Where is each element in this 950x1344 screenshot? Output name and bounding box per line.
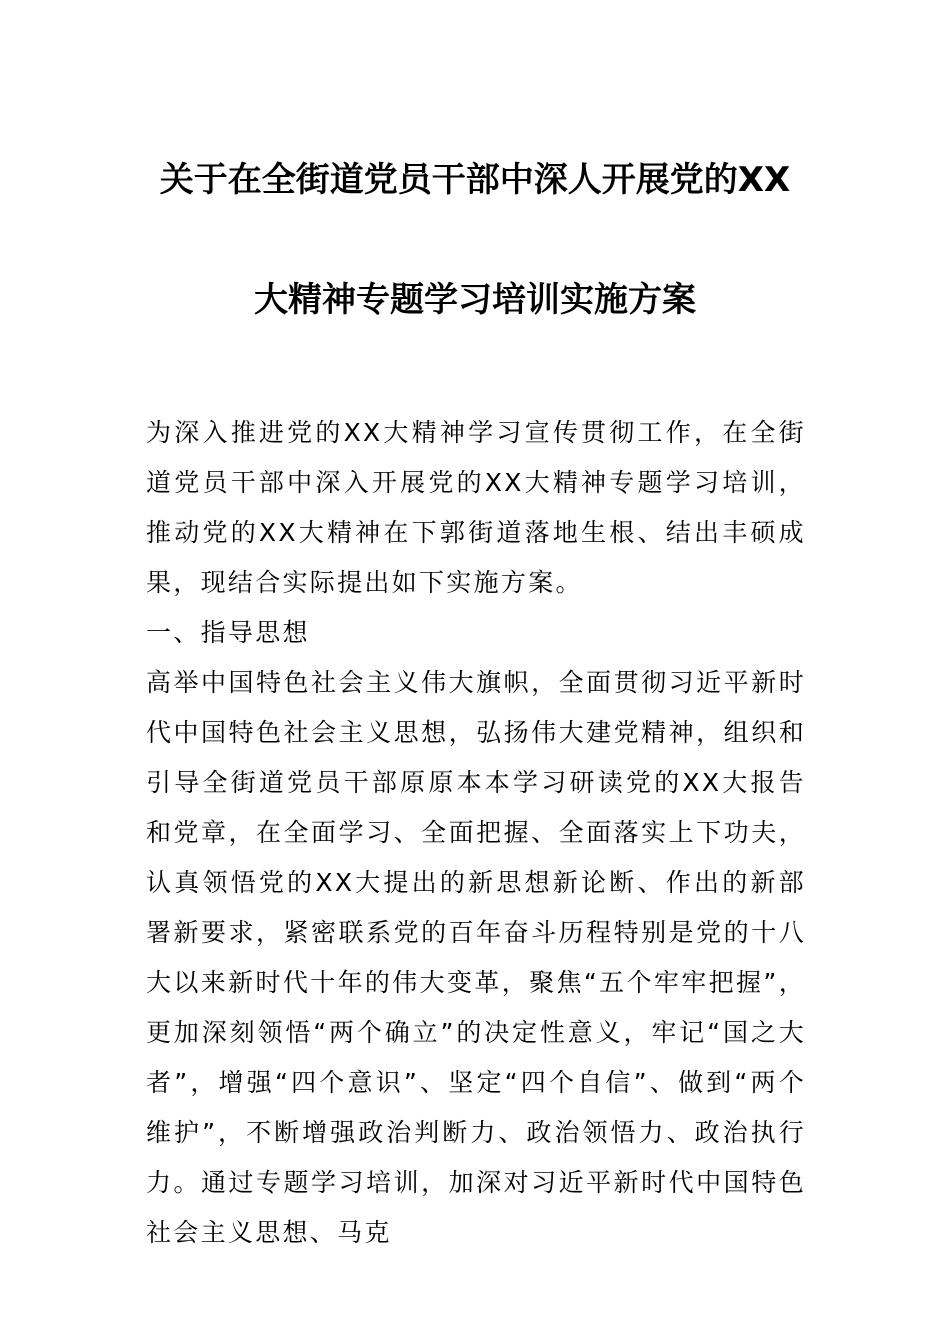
section-heading-guiding-ideology: 一、指导思想 bbox=[146, 618, 310, 647]
guiding-ideology-paragraph: 高举中国特色社会主义伟大旗帜，全面贯彻习近平新时代中国特色社会主义思想，弘扬伟大建党精神，组织和引导全街道党员干部原原本本学习研读党的XX大报告和党章，在全面学习、全面把握、全面落实上下功夫，认真领悟党的XX大提出的新思想新论断、作出的新部署新要求，紧密联系党的百年奋斗历程特别是党的十八大以来新时代十年的伟大变革，聚焦“五个牢牢把握”，更加深刻领悟“两个确立”的决定性意义，牢记“国之大者”，增强“四个意识”、坚定“四个自信”、做到“两个维护”，不断增强政治判断力、政治领悟力、政治执行力。通过专题学习培训，加深对习近平新时代中国特色社会主义思想、马克 bbox=[146, 668, 806, 1247]
document-body bbox=[146, 408, 806, 1258]
document-title-line-2: 大精神专题学习培训实施方案 bbox=[254, 280, 696, 320]
document-title-line-1: 关于在全街道党员干部中深人开展党的XX bbox=[159, 160, 791, 200]
intro-paragraph: 为深入推进党的XX大精神学习宣传贯彻工作，在全街道党员干部中深入开展党的XX大精神专题学习培训，推动党的XX大精神在下郭街道落地生根、结出丰硕成果，现结合实际提出如下实施方案。 bbox=[146, 418, 806, 597]
